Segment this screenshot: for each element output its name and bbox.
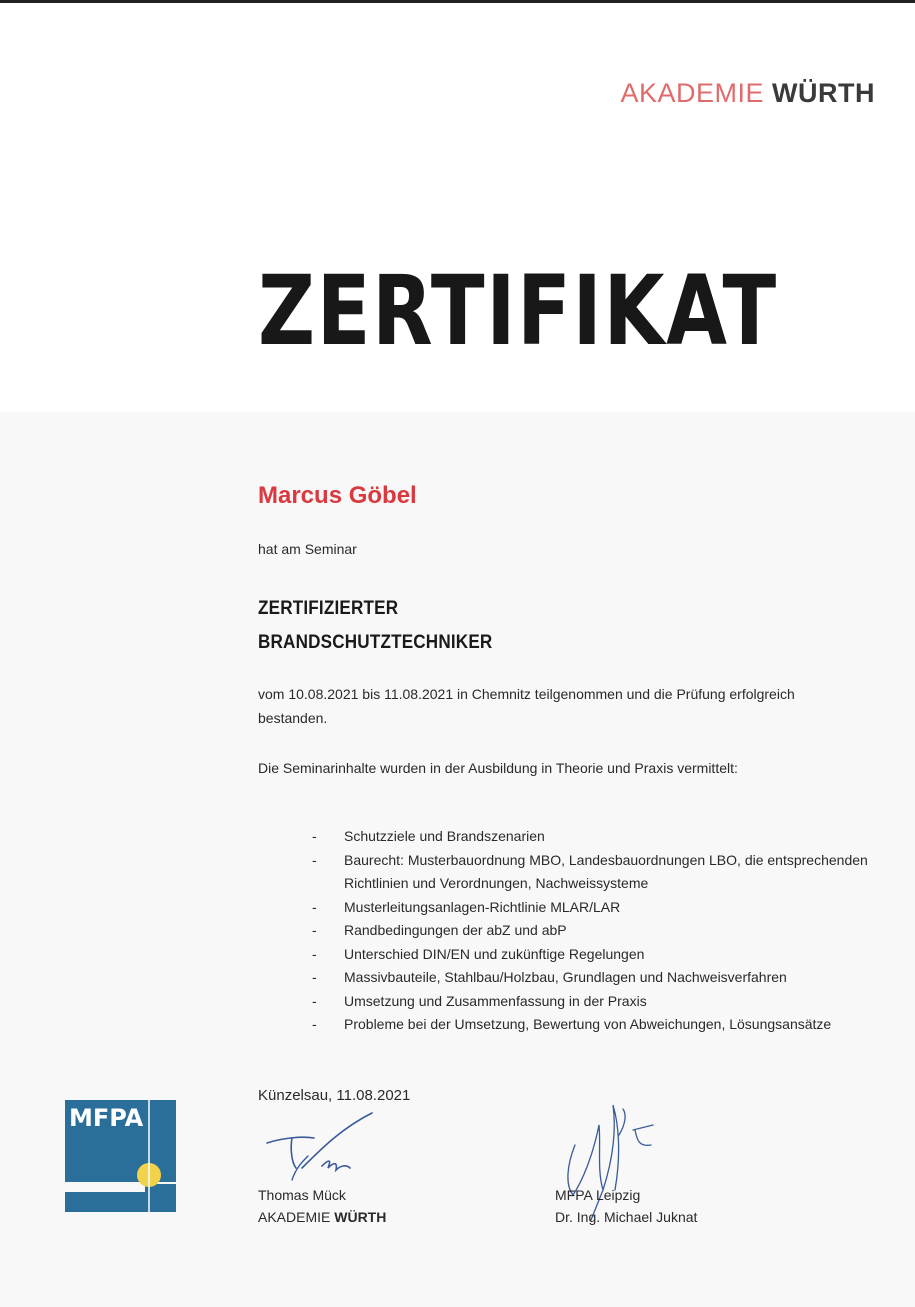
topic-item <box>312 825 872 849</box>
recipient-name: Marcus Göbel <box>258 482 417 509</box>
mfpa-logo-text: MFPA <box>69 1104 144 1132</box>
bullet-dash: - <box>312 898 317 915</box>
seminar-title <box>258 592 492 660</box>
topic-text: Probleme bei der Umsetzung, Bewertung von Abweichungen, Lösungsansätze <box>344 1016 832 1032</box>
brand-logo <box>620 78 875 109</box>
topic-text: Schutzziele und Brandszenarien <box>344 828 545 844</box>
brand-logo-light: AKADEMIE <box>620 78 764 108</box>
left-signatory-name: Thomas Mück <box>258 1187 346 1203</box>
left-signatory-org-light: AKADEMIE <box>258 1209 331 1225</box>
seminar-title-line-1: ZERTIFIZIERTER <box>258 598 399 619</box>
intro-text: hat am Seminar <box>258 541 357 557</box>
bullet-dash: - <box>312 851 317 868</box>
topic-text: Massivbauteile, Stahlbau/Holzbau, Grundlagen und Nachweisverfahren <box>344 969 787 985</box>
signature-thomas-mueck <box>262 1108 382 1190</box>
left-signatory-org <box>258 1206 386 1228</box>
left-signatory <box>258 1184 386 1228</box>
bullet-dash: - <box>312 828 317 844</box>
certificate-title: ZERTIFIKAT <box>258 255 778 367</box>
topic-item <box>312 896 872 920</box>
mfpa-logo <box>65 1100 176 1212</box>
topic-list <box>312 825 872 1037</box>
brand-logo-bold: WÜRTH <box>772 78 875 108</box>
attendance-text: vom 10.08.2021 bis 11.08.2021 in Chemnitz teilgenommen und die Prüfung erfolgreich bestanden. <box>258 686 795 726</box>
content-intro: Die Seminarinhalte wurden in der Ausbildung in Theorie und Praxis vermittelt: <box>258 760 738 776</box>
bullet-dash: - <box>312 992 317 1009</box>
topic-item <box>312 966 872 990</box>
right-signatory-org: MFPA Leipzig <box>555 1187 641 1203</box>
bullet-dash: - <box>312 945 317 962</box>
topic-item <box>312 849 872 896</box>
topic-text: Baurecht: Musterbauordnung MBO, Landesbauordnungen LBO, die entsprechenden Richtlinien und Verordnungen, Nachweissysteme <box>344 851 868 891</box>
place-date: Künzelsau, 11.08.2021 <box>258 1087 411 1104</box>
right-signatory-name: Dr. Ing. Michael Juknat <box>555 1209 698 1225</box>
topic-text: Randbedingungen der abZ und abP <box>344 922 567 938</box>
seminar-title-line-2: BRANDSCHUTZTECHNIKER <box>258 632 493 653</box>
topic-text: Unterschied DIN/EN und zukünftige Regelungen <box>344 945 645 962</box>
topic-item <box>312 943 872 967</box>
topic-item <box>312 919 872 943</box>
topic-text: Umsetzung und Zusammenfassung in der Praxis <box>344 992 647 1009</box>
topic-text: Musterleitungsanlagen-Richtlinie MLAR/LAR <box>344 898 621 915</box>
bullet-dash: - <box>312 969 317 985</box>
bullet-dash: - <box>312 1016 317 1032</box>
topic-item <box>312 990 872 1014</box>
left-signatory-org-bold: WÜRTH <box>334 1209 387 1225</box>
topic-item <box>312 1013 872 1037</box>
bullet-dash: - <box>312 922 317 938</box>
right-signatory <box>555 1184 697 1228</box>
